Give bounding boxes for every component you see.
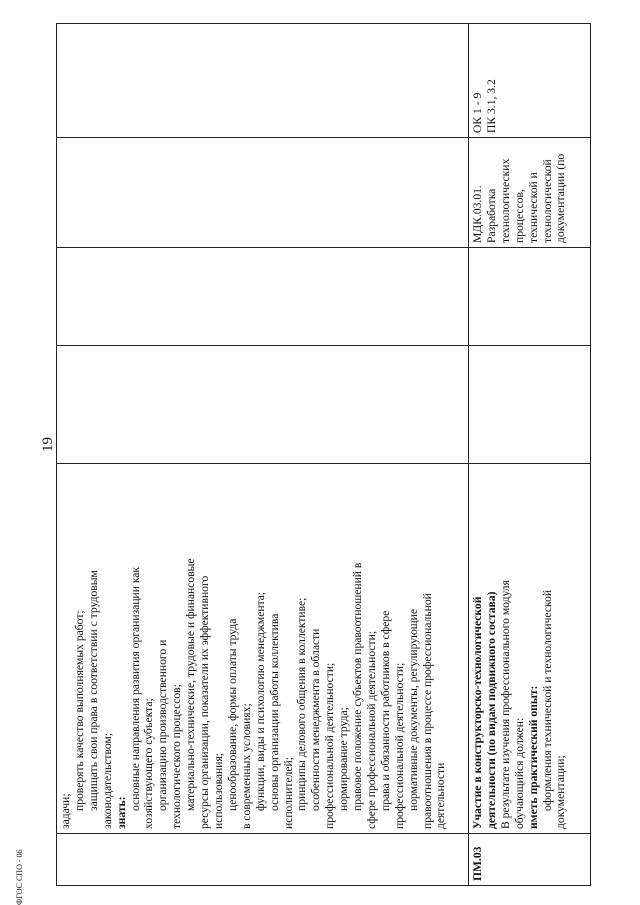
requirement-line: хозяйствующего субъекта; <box>142 698 156 829</box>
hours-cell <box>57 346 469 464</box>
requirement-line: исполнителей; <box>281 757 295 829</box>
page-number: 19 <box>40 437 56 452</box>
requirement-line: основные направления развития организации как <box>128 566 142 811</box>
rotated-table-container <box>56 24 590 886</box>
hours-cell <box>57 248 469 346</box>
requirement-line: сфере профессиональной деятельности; <box>364 630 378 829</box>
competency-table <box>56 23 591 886</box>
module-code-cell: ПМ.03 <box>469 834 591 886</box>
requirement-line: организацию производственного и <box>156 639 170 811</box>
mdk-line: Разработка <box>484 188 498 243</box>
mdk-cell <box>469 138 591 248</box>
requirement-line: оформления технической и технологической <box>540 589 554 811</box>
hours-cell <box>469 248 591 346</box>
requirement-line: профессиональной деятельности; <box>323 662 337 829</box>
requirement-line: функции, виды и психологию менеджмента; <box>253 591 267 811</box>
requirement-line: принципы делового общения в коллективе; <box>295 597 309 811</box>
table-row <box>469 24 591 886</box>
requirement-line: знать: <box>114 796 128 829</box>
requirement-line: профессиональной деятельности; <box>392 662 406 829</box>
requirement-line: особенности менеджмента в области <box>309 628 323 811</box>
requirement-line: права и обязанности работников в сфере <box>378 610 392 811</box>
requirement-line: задачи; <box>59 793 72 829</box>
mdk-line: процессов, <box>512 189 526 243</box>
requirement-line: нормирование труда; <box>337 707 351 811</box>
requirement-line: обучающийся должен: <box>512 717 526 829</box>
mdk-line: технической и <box>526 172 540 243</box>
hours-cell <box>469 346 591 464</box>
requirement-line: ценообразование, формы оплаты труда <box>225 618 239 811</box>
requirements-text <box>59 468 448 829</box>
competency-cell <box>57 24 469 138</box>
footer-code: ФГОС СПО - 06 <box>15 849 24 905</box>
mdk-line: технологической <box>540 159 554 243</box>
requirement-line: проверять качество выполняемых работ; <box>72 610 86 811</box>
requirement-line: правовое положение субъектов правоотношений в <box>351 562 365 811</box>
requirement-line: основы организации работы коллектива <box>267 613 281 811</box>
requirement-line: ресурсы организации, показатели их эффективного <box>198 575 212 829</box>
competency-cell <box>469 24 591 138</box>
requirement-line: защищать свои права в соответствии с трудовым <box>86 570 100 811</box>
mdk-cell <box>57 138 469 248</box>
requirement-line: материально-технические, трудовые и финансовые <box>184 558 198 811</box>
requirement-line: иметь практический опыт: <box>526 685 540 829</box>
requirement-line: правоотношения в процессе профессиональной <box>420 593 434 829</box>
mdk-line: документации (по <box>554 153 568 243</box>
index-cell <box>57 834 469 886</box>
requirement-line: в современных условиях; <box>239 703 253 829</box>
requirements-cell <box>57 464 469 834</box>
requirements-cell <box>469 464 591 834</box>
requirement-line: технологического процессов; <box>170 684 184 829</box>
mdk-line: МДК.03.01. <box>471 185 484 243</box>
mdk-line: технологических <box>498 158 512 243</box>
requirement-line: деятельности <box>434 762 448 829</box>
competency-line: ОК 1 - 9 <box>471 92 484 133</box>
table-row <box>57 24 469 886</box>
requirement-line: законодательством; <box>100 732 114 829</box>
requirement-line: деятельности (по видам подвижного состава) <box>484 591 498 829</box>
requirement-line: использования; <box>211 752 225 829</box>
requirements-text <box>471 468 568 829</box>
competency-line: ПК 3.1, 3.2 <box>484 79 498 133</box>
requirement-line: документации; <box>554 755 568 829</box>
requirement-line: В результате изучения профессионального модуля <box>498 580 512 829</box>
requirement-line: Участие в конструкторско-технологической <box>471 596 484 829</box>
requirement-line: нормативные документы, регулирующие <box>406 608 420 811</box>
